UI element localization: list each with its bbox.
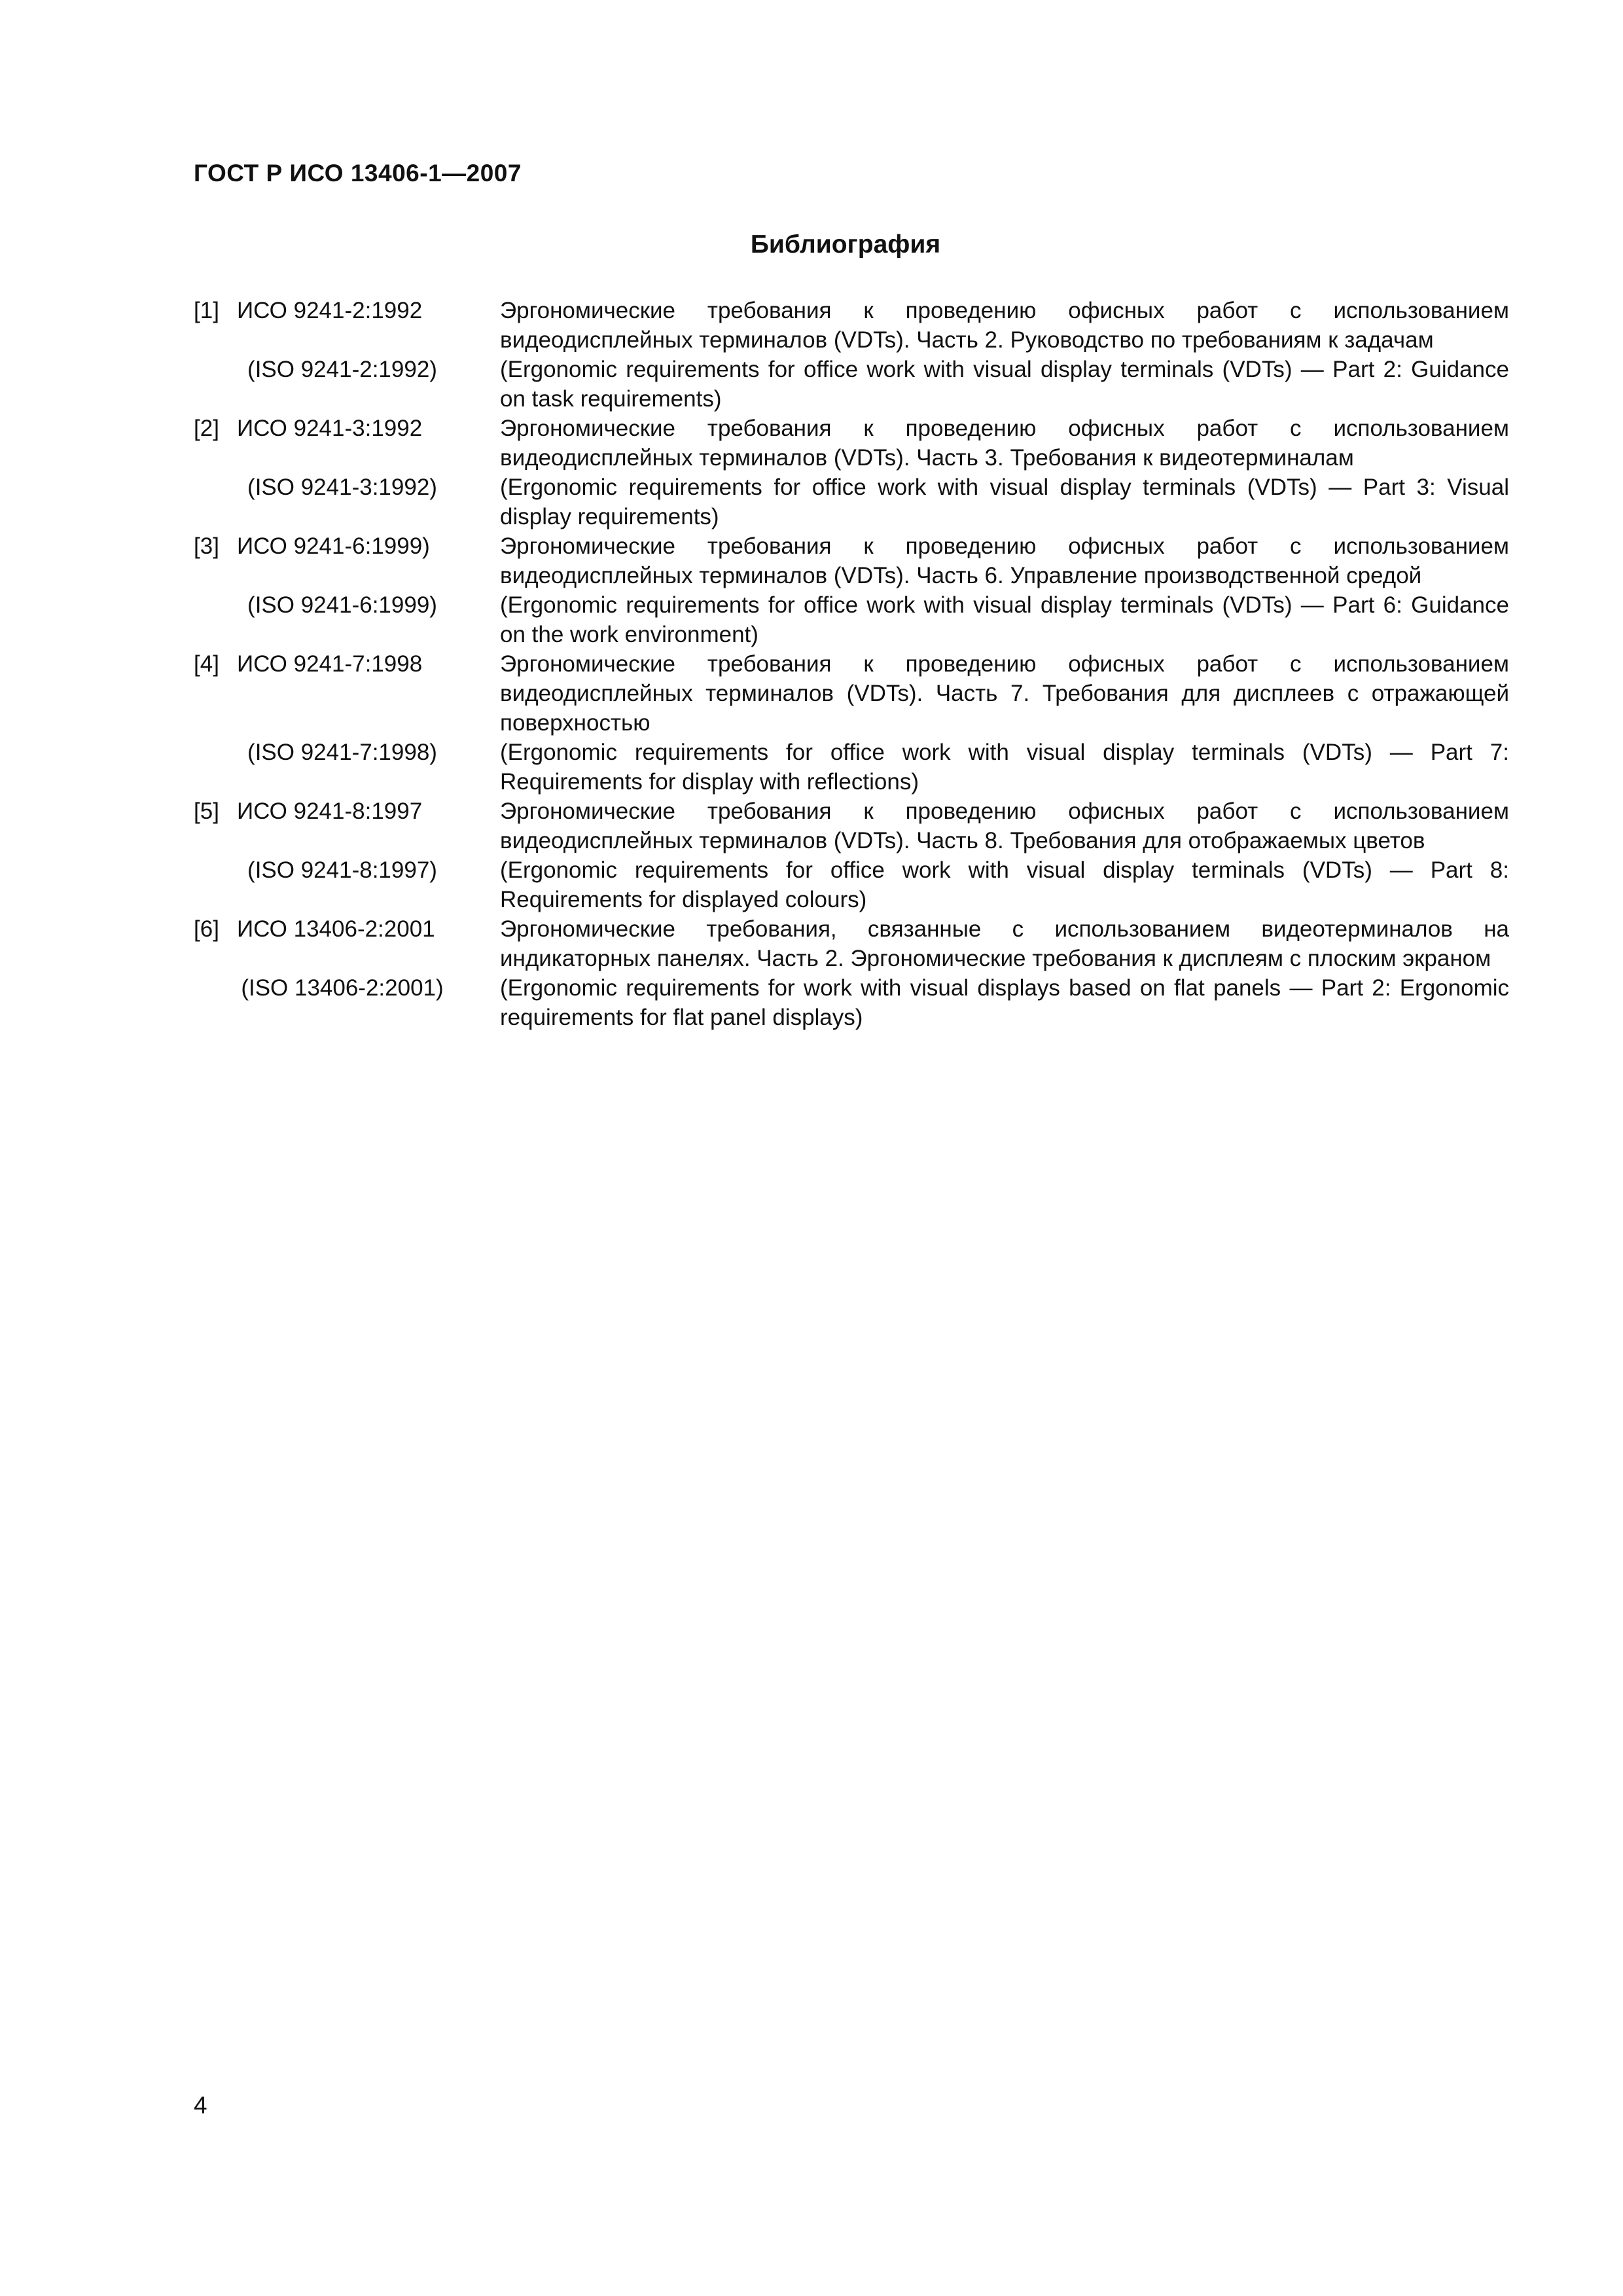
ru-standard-ref: ИСО 9241-2:1992 [237,298,423,323]
ru-standard-title: Эргономические требования к проведению офисных работ с использованием видеодисплейных терминалов (VDTs). Часть 8. Требования для отображаемых цветов [500,798,1509,853]
entry-number: [5] [194,798,219,824]
ru-standard-title: Эргономические требования к проведению офисных работ с использованием видеодисплейных терминалов (VDTs). Часть 3. Требования к видеотерминалам [500,416,1509,471]
entry-number: [4] [194,651,219,677]
page-number: 4 [194,2092,207,2119]
bibliography-entry-ru [194,414,1509,473]
entry-number: [2] [194,416,219,441]
ru-standard-title: Эргономические требования к проведению офисных работ с использованием видеодисплейных терминалов (VDTs). Часть 6. Управление производственной средой [500,533,1509,588]
ru-standard-title: Эргономические требования, связанные с использованием видеотерминалов на индикаторных панелях. Часть 2. Эргономические требования к дисплеям с плоским экраном [500,916,1509,971]
intl-standard-title: (Ergonomic requirements for office work with visual display terminals (VDTs) — Part 3: Visual display requirements) [500,475,1509,529]
bibliography-ref [194,414,500,473]
intl-standard-ref: (ISO 9241-7:1998) [247,740,437,765]
entry-number: [1] [194,298,219,323]
intl-standard-title: (Ergonomic requirements for office work with visual display terminals (VDTs) — Part 7: Requirements for display with reflections) [500,740,1509,795]
ru-standard-ref: ИСО 9241-7:1998 [237,651,423,677]
intl-standard-ref: (ISO 9241-8:1997) [247,857,437,883]
bibliography-ref [194,797,500,855]
intl-standard-title: (Ergonomic requirements for office work with visual display terminals (VDTs) — Part 6: Guidance on the work environment) [500,592,1509,647]
bibliography-entry-ru [194,296,1509,355]
intl-standard-title: (Ergonomic requirements for office work with visual display terminals (VDTs) — Part 8: Requirements for displayed colours) [500,857,1509,912]
bibliography-entry-intl [194,355,1509,414]
bibliography-entry-ru [194,914,1509,973]
intl-standard-title: (Ergonomic requirements for work with visual displays based on flat panels — Part 2: Ergonomic requirements for flat panel displays) [500,975,1509,1030]
entry-number: [3] [194,533,219,559]
bibliography-entry-intl [194,973,1509,1032]
bibliography-entry-ru [194,649,1509,738]
intl-standard-ref: (ISO 13406-2:2001) [241,975,444,1001]
document-code: ГОСТ Р ИСО 13406-1—2007 [194,160,522,187]
ru-standard-title: Эргономические требования к проведению офисных работ с использованием видеодисплейных терминалов (VDTs). Часть 2. Руководство по требованиям к задачам [500,298,1509,353]
ru-standard-title: Эргономические требования к проведению офисных работ с использованием видеодисплейных терминалов (VDTs). Часть 7. Требования для дисплеев с отражающей поверхностью [500,651,1509,736]
section-title: Библиография [750,230,941,259]
bibliography-ref [194,531,500,590]
bibliography-entry-intl [194,473,1509,531]
bibliography-entry-intl [194,590,1509,649]
intl-standard-ref: (ISO 9241-6:1999) [247,592,437,618]
ru-standard-ref: ИСО 13406-2:2001 [237,916,435,942]
ru-standard-ref: ИСО 9241-6:1999) [237,533,430,559]
intl-standard-ref: (ISO 9241-2:1992) [247,357,437,382]
intl-standard-title: (Ergonomic requirements for office work with visual display terminals (VDTs) — Part 2: Guidance on task requirements) [500,357,1509,412]
bibliography-entry-intl [194,738,1509,797]
ru-standard-ref: ИСО 9241-3:1992 [237,416,423,441]
ru-standard-ref: ИСО 9241-8:1997 [237,798,423,824]
intl-standard-ref: (ISO 9241-3:1992) [247,475,437,500]
bibliography-entry-ru [194,797,1509,855]
bibliography-ref [194,296,500,355]
bibliography-ref [194,649,500,738]
bibliography-entry-intl [194,855,1509,914]
bibliography-list [194,296,1509,1032]
entry-number: [6] [194,916,219,942]
bibliography-entry-ru [194,531,1509,590]
bibliography-ref [194,914,500,973]
